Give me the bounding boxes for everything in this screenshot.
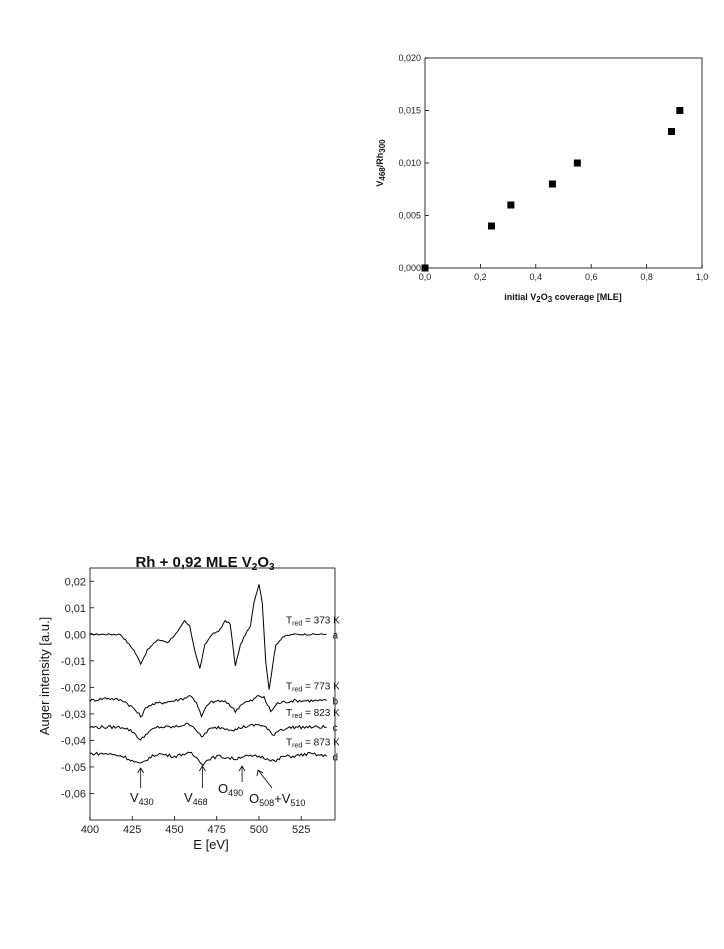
auger-y-tick-label: -0,05 xyxy=(60,761,86,774)
peak-label xyxy=(184,790,208,807)
scatter-x-tick-label: 0,6 xyxy=(584,272,598,282)
auger-y-tick-label: -0,06 xyxy=(60,788,86,801)
auger-x-ticks xyxy=(81,816,311,836)
temp-label-T: T xyxy=(286,681,293,693)
scatter-point xyxy=(574,160,581,167)
peak-arrow xyxy=(258,770,272,788)
scatter-x-tick-label: 1,0 xyxy=(695,272,709,282)
auger-y-tick-label: 0,00 xyxy=(64,629,86,642)
auger-x-tick-label: 500 xyxy=(249,824,269,836)
peak-label-sub2: 510 xyxy=(290,798,306,808)
auger-x-tick-label: 425 xyxy=(123,824,142,836)
temp-label-T: T xyxy=(286,737,293,749)
scatter-y-ticks xyxy=(398,53,429,273)
scatter-x-tick-label: 0,8 xyxy=(640,272,653,282)
auger-x-axis-label: E [eV] xyxy=(193,837,229,852)
scatter-y-tick-label: 0,000 xyxy=(398,263,421,273)
auger-y-tick-label: -0,03 xyxy=(60,708,86,721)
scatter-x-tick-label: 0,4 xyxy=(529,272,543,282)
temp-label-T: T xyxy=(286,708,293,720)
temp-label-value: = 873 K xyxy=(302,737,340,749)
scatter-y-tick-label: 0,015 xyxy=(398,105,421,116)
auger-x-tick-label: 475 xyxy=(207,824,226,836)
temp-label-sub: red xyxy=(292,713,303,721)
auger-series-line-d xyxy=(90,752,327,765)
auger-series-letter-b: b xyxy=(332,696,339,708)
scatter-plot-frame xyxy=(425,58,702,268)
peak-label-sub: 508 xyxy=(259,798,275,808)
auger-y-tick-label: -0,02 xyxy=(60,682,86,695)
peak-label xyxy=(218,781,243,798)
auger-temperature-label-a xyxy=(286,615,340,627)
scatter-y-axis-label: V468/Rh300 xyxy=(375,139,387,187)
temp-label-value: = 373 K xyxy=(302,615,340,627)
auger-series-line-a xyxy=(90,584,327,689)
temp-label-value: = 823 K xyxy=(302,708,340,720)
auger-temperature-label-b xyxy=(286,682,340,694)
scatter-x-tick-label: 0,2 xyxy=(474,272,487,282)
auger-series-letter-a: a xyxy=(332,630,339,642)
temp-label-value: = 773 K xyxy=(302,681,340,693)
scatter-point xyxy=(668,128,675,135)
scatter-x-tick-label: 0,0 xyxy=(418,272,432,282)
scatter-point xyxy=(507,202,514,209)
peak-label-main: V xyxy=(130,790,139,805)
peak-label xyxy=(130,790,154,807)
scatter-points xyxy=(422,107,684,272)
peak-label-main: O xyxy=(249,791,260,806)
auger-temperature-labels xyxy=(286,615,340,763)
auger-temperature-label-d xyxy=(286,737,340,749)
auger-plot-frame xyxy=(90,568,335,820)
peak-label-sub: 490 xyxy=(228,788,244,798)
peak-label xyxy=(249,791,305,808)
temp-label-sub: red xyxy=(292,686,303,694)
auger-series-letter-c: c xyxy=(332,723,338,735)
temp-label-T: T xyxy=(286,615,293,627)
auger-spectra-chart xyxy=(37,554,340,852)
auger-chart-title: Rh + 0,92 MLE $V_2O_3$ xyxy=(135,554,275,573)
peak-label-main: V xyxy=(184,790,193,805)
auger-y-tick-label: 0,02 xyxy=(64,576,86,589)
scatter-point xyxy=(422,265,429,272)
scatter-point xyxy=(549,181,556,188)
auger-y-tick-label: 0,01 xyxy=(64,602,86,615)
auger-x-tick-label: 450 xyxy=(165,824,184,836)
temp-label-sub: red xyxy=(292,742,303,750)
auger-peak-labels xyxy=(130,766,305,808)
peak-label-after: +V xyxy=(274,791,291,806)
temp-label-sub: red xyxy=(292,620,303,628)
auger-x-tick-label: 400 xyxy=(80,824,100,836)
coverage-scatter-chart xyxy=(375,53,708,304)
auger-temperature-label-c xyxy=(286,708,340,720)
auger-y-tick-label: -0,01 xyxy=(60,655,86,668)
scatter-point xyxy=(488,223,495,230)
scatter-x-ticks xyxy=(419,264,709,282)
scatter-y-tick-label: 0,010 xyxy=(398,158,421,168)
auger-y-axis-label: Auger intensity [a.u.] xyxy=(37,616,52,736)
peak-label-main: O xyxy=(218,781,229,796)
peak-label-sub: 430 xyxy=(138,797,154,807)
auger-series-letter-d: d xyxy=(332,752,339,764)
auger-x-tick-label: 525 xyxy=(292,824,311,836)
scatter-y-tick-label: 0,005 xyxy=(398,210,421,221)
auger-y-ticks xyxy=(61,576,94,800)
scatter-point xyxy=(676,107,683,114)
scatter-x-axis-label: initial V2O3 coverage [MLE] xyxy=(504,292,622,304)
peak-label-sub: 468 xyxy=(192,797,208,807)
auger-y-tick-label: -0,04 xyxy=(60,735,86,748)
scatter-y-tick-label: 0,020 xyxy=(398,53,421,63)
